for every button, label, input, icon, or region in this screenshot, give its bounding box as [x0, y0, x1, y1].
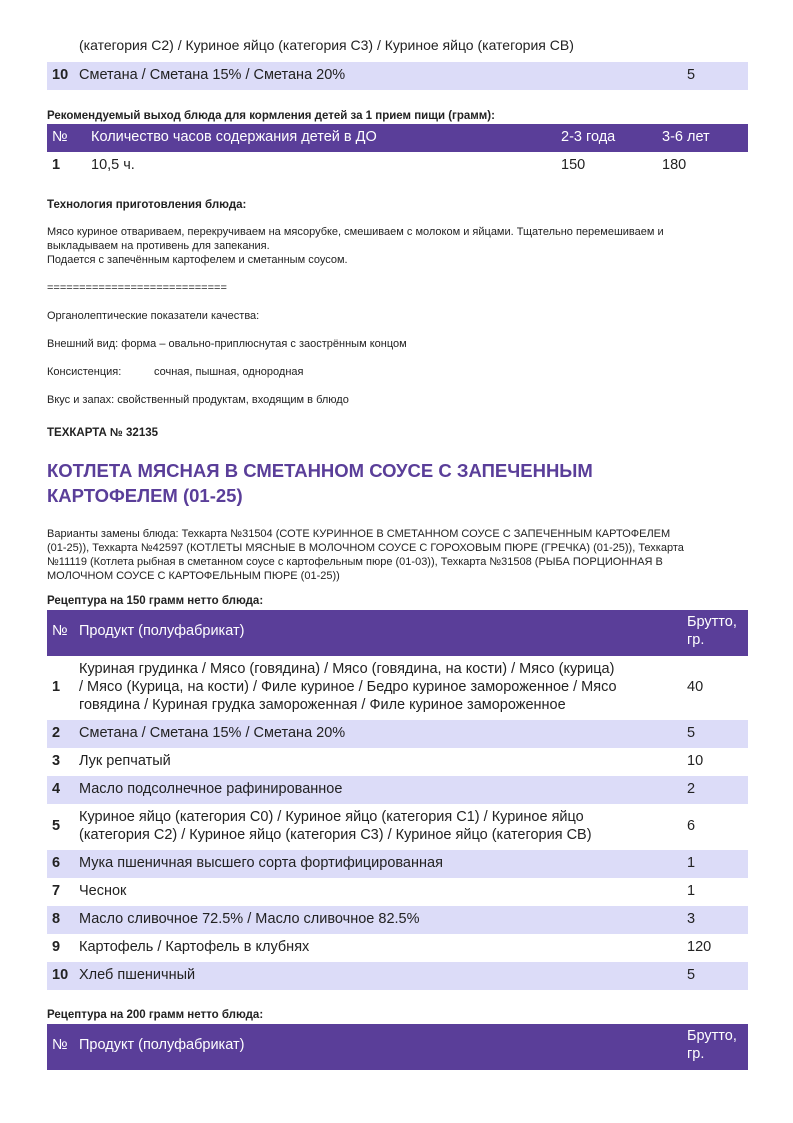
variants-text-line: №11119 (Котлета рыбная в сметанном соусе с картофельным пюре (01-03)), Техкарта №31508 (РЫБА ПОРЦИОННАЯ В — [47, 556, 663, 568]
row-brutto: 1 — [687, 855, 696, 871]
header-product: Продукт (полуфабрикат) — [79, 623, 245, 639]
header-hours: Количество часов содержания детей в ДО — [91, 129, 377, 145]
row-product-line: (категория С2) / Куриное яйцо (категория С3) / Куриное яйцо (категория СВ) — [79, 827, 592, 843]
table-row — [47, 776, 748, 804]
taste-text: Вкус и запах: свойственный продуктам, входящим в блюдо — [47, 394, 349, 406]
recipe150-heading: Рецептура на 150 грамм нетто блюда: — [47, 595, 264, 607]
row-number: 4 — [52, 781, 61, 797]
recipe200-heading: Рецептура на 200 грамм нетто блюда: — [47, 1009, 264, 1021]
technology-text-line: выкладываем на противень для запекания. — [47, 240, 270, 252]
row-brutto: 10 — [687, 753, 704, 769]
row-number: 6 — [52, 855, 61, 871]
header-brutto-unit: гр. — [687, 632, 705, 648]
table-row — [47, 850, 748, 878]
table-row — [47, 962, 748, 990]
row-product-line: / Мясо (Курица, на кости) / Филе куриное / Бедро куриное замороженное / Мясо — [79, 679, 617, 695]
row-product-line: Масло подсолнечное рафинированное — [79, 781, 343, 797]
variants-text-line: Варианты замены блюда: Техкарта №31504 (СОТЕ КУРИННОЕ В СМЕТАННОМ СОУСЕ С ЗАПЕЧЕННЫМ КАРТОФЕЛЕМ — [47, 528, 671, 540]
row-brutto: 3 — [687, 911, 696, 927]
header-n: № — [52, 1037, 68, 1053]
row-number: 10 — [52, 67, 69, 83]
row-brutto: 6 — [687, 818, 696, 834]
techcard-title-line: КОТЛЕТА МЯСНАЯ В СМЕТАННОМ СОУСЕ С ЗАПЕЧЕННЫМ — [47, 460, 593, 481]
row-product-line: Лук репчатый — [79, 753, 171, 769]
recipe150-table-header — [47, 610, 748, 656]
row-brutto: 1 — [687, 883, 696, 899]
table-row — [47, 720, 748, 748]
consistency-label: Консистенция: — [47, 366, 122, 378]
variants-text-line: (01-25)), Техкарта №42597 (КОТЛЕТЫ МЯСНЫЕ В МОЛОЧНОМ СОУСЕ С ГОРОХОВЫМ ПЮРЕ (ГРЕЧКА) (01-25)), Техкарта — [47, 542, 684, 554]
header-brutto-unit: гр. — [687, 1046, 705, 1062]
row-brutto: 5 — [687, 725, 696, 741]
row-brutto: 5 — [687, 67, 696, 83]
yield-heading: Рекомендуемый выход блюда для кормления детей за 1 прием пищи (грамм): — [47, 110, 495, 122]
row-number: 1 — [52, 157, 61, 173]
row-number: 9 — [52, 939, 61, 955]
row-product-line: говядина / Куриная грудка замороженная / Филе куриное замороженное — [79, 697, 566, 713]
techcard-title-line: КАРТОФЕЛЕМ (01-25) — [47, 485, 243, 506]
header-product: Продукт (полуфабрикат) — [79, 1037, 245, 1053]
techcard-number: ТЕХКАРТА № 32135 — [47, 427, 159, 439]
row-number: 1 — [52, 679, 61, 695]
technology-text-line: Мясо куриное отвариваем, перекручиваем на мясорубке, смешиваем с молоком и яйцами. Тщательно перемешиваем и — [47, 226, 664, 238]
row-product-line: Масло сливочное 72.5% / Масло сливочное 82.5% — [79, 911, 420, 927]
table-row — [47, 656, 748, 720]
row-product-line: Куриное яйцо (категория С0) / Куриное яйцо (категория С1) / Куриное яйцо — [79, 809, 584, 825]
row-product-line: Чеснок — [79, 883, 127, 899]
row-brutto: 120 — [687, 939, 712, 955]
table-row — [47, 62, 748, 90]
consistency-value: сочная, пышная, однородная — [154, 366, 304, 378]
table-row — [47, 804, 748, 850]
header-brutto: Брутто, — [687, 1028, 737, 1044]
yield-table-row — [47, 152, 748, 180]
table-row — [47, 748, 748, 776]
header-age1: 2-3 года — [561, 129, 616, 145]
row-number: 3 — [52, 753, 61, 769]
organoleptic-heading: Органолептические показатели качества: — [47, 310, 260, 322]
row-age1: 150 — [561, 157, 586, 173]
row-product-line: Мука пшеничная высшего сорта фортифицированная — [79, 855, 443, 871]
row-number: 5 — [52, 818, 61, 834]
row-brutto: 2 — [687, 781, 696, 797]
header-n: № — [52, 129, 68, 145]
row-hours: 10,5 ч. — [91, 157, 135, 173]
header-age2: 3-6 лет — [662, 129, 710, 145]
row-product-line: Сметана / Сметана 15% / Сметана 20% — [79, 725, 346, 741]
row-number: 7 — [52, 883, 61, 899]
recipe200-table-header — [47, 1024, 748, 1070]
yield-table-header — [47, 124, 748, 152]
table-row — [47, 878, 748, 906]
row-number: 8 — [52, 911, 61, 927]
row-product-line: Хлеб пшеничный — [79, 967, 196, 983]
row-product-line: Картофель / Картофель в клубнях — [79, 939, 310, 955]
row-product-line: Куриная грудинка / Мясо (говядина) / Мясо (говядина, на кости) / Мясо (курица) — [79, 661, 615, 677]
table-row — [47, 906, 748, 934]
row-brutto: 5 — [687, 967, 696, 983]
row-number: 2 — [52, 725, 61, 741]
technology-text-line: Подается с запечённым картофелем и сметанным соусом. — [47, 254, 348, 266]
variants-text-line: МОЛОЧНОМ СОУСЕ С КАРТОФЕЛЬНЫМ ПЮРЕ (01-25)) — [47, 570, 340, 582]
header-brutto: Брутто, — [687, 614, 737, 630]
row-number: 10 — [52, 967, 69, 983]
appearance-text: Внешний вид: форма – овально-приплюснутая с заострённым концом — [47, 338, 407, 350]
separator-line: ============================ — [47, 282, 227, 294]
row-brutto: 40 — [687, 679, 704, 695]
row-product: Сметана / Сметана 15% / Сметана 20% — [79, 67, 346, 83]
table-continued-text: (категория С2) / Куриное яйцо (категория С3) / Куриное яйцо (категория СВ) — [79, 37, 574, 53]
row-age2: 180 — [662, 157, 687, 173]
table-row — [47, 934, 748, 962]
header-n: № — [52, 623, 68, 639]
technology-heading: Технология приготовления блюда: — [47, 199, 247, 211]
